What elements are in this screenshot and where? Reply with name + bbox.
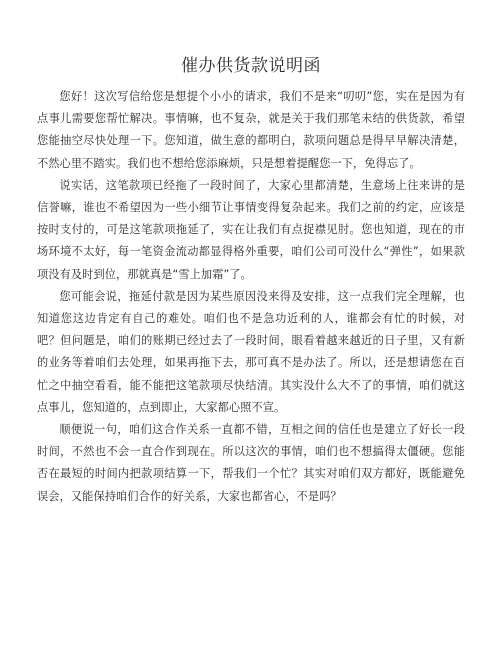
paragraph-2: 说实话，这笔款项已经拖了一段时间了，大家心里都清楚，生意场上往来讲的是信誉嘛，谁也不希望因为一些小细节让事情变得复杂起来。我们之前的约定，应该是按时支付的，可是这笔款项拖延了，实在让我们有点捉襟见肘。您也知道，现在的市场环境不太好，每一笔资金流动都显得格外重要，咱们公司可没什么“弹性”，如果款项没有及时到位，那就真是“雪上加霜”了。 bbox=[37, 178, 465, 281]
document-title: 催办供货款说明函 bbox=[181, 56, 321, 76]
paragraph-4: 顺便说一句，咱们这合作关系一直都不错，互相之间的信任也是建立了好长一段时间，不然也不会一直合作到现在。所以这次的事情，咱们也不想搞得太僵硬。您能否在最短的时间内把款项结算一下，帮我们一个忙？其实对咱们双方都好，既能避免误会，又能保持咱们合作的好关系，大家也都省心，不是吗？ bbox=[37, 423, 465, 503]
paragraph-3: 您可能会说，拖延付款是因为某些原因没来得及安排，这一点我们完全理解，也知道您这边肯定有自己的难处。咱们也不是急功近利的人，谁都会有忙的时候，对吧？但问题是，咱们的账期已经过去了一段时间，眼看着越来越近的日子里，又有新的业务等着咱们去处理，如果再拖下去，那可真不是办法了。所以，还是想请您在百忙之中抽空看看，能不能把这笔款项尽快结清。其实没什么大不了的事情，咱们就这点事儿，您知道的，点到即止，大家都心照不宣。 bbox=[37, 289, 465, 414]
paragraph-1: 您好！这次写信给您是想提个小小的请求，我们不是来“叨叨”您，实在是因为有点事儿需要您帮忙解决。事情嘛，也不复杂，就是关于我们那笔未结的供货款，希望您能抽空尽快处理一下。您知道，做生意的都明白，款项问题总是得早早解决清楚，不然心里不踏实。我们也不想给您添麻烦，只是想着提醒您一下，免得忘了。 bbox=[37, 90, 465, 170]
